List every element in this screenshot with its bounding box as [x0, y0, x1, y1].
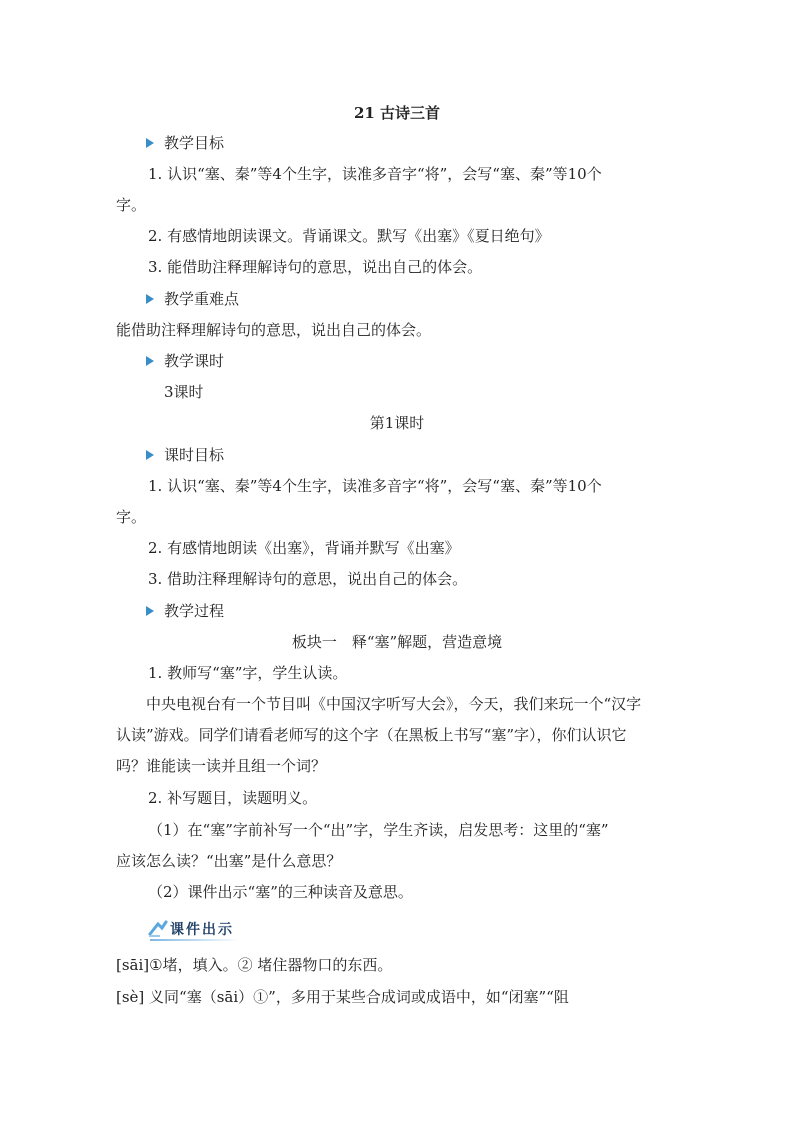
courseware-banner	[148, 917, 234, 941]
heading-teaching-goals	[146, 133, 224, 153]
sub-step-1-line-2: 应该怎么读？“出塞”是什么意思？	[116, 852, 342, 870]
paragraph-1-line-2: 认读”游戏。同学们请看老师写的这个字（在黑板上书写“塞”字），你们认识它	[116, 726, 627, 744]
step-2: 2. 补写题目，读题明义。	[148, 789, 318, 807]
heading-lesson-goals	[146, 445, 224, 465]
pronunciation-1: [sāi]①堵，填入。② 堵住器物口的东西。	[116, 956, 393, 974]
triangle-right-icon	[146, 450, 154, 460]
paragraph-1-line-3: 吗？谁能读一读并且组一个词？	[116, 757, 327, 775]
heading-label: 课时目标	[164, 446, 225, 464]
lesson-title: 第1课时	[369, 414, 425, 432]
triangle-right-icon	[146, 606, 154, 616]
goal-2: 2. 有感情地朗读课文。背诵课文。默写《出塞》《夏日绝句》	[148, 227, 550, 245]
courseware-underline	[150, 939, 240, 941]
sub-step-2: （2）课件出示“塞”的三种读音及意思。	[148, 883, 413, 901]
goal-1-line-2: 字。	[116, 196, 147, 214]
pronunciation-2: [sè] 义同“塞（sāi）①”，多用于某些合成词或成语中，如“闭塞”“阻	[116, 988, 569, 1006]
triangle-right-icon	[146, 356, 154, 366]
heading-class-hours	[146, 351, 224, 371]
lesson-goal-1-line-1: 1. 认识“塞、秦”等4个生字，读准多音字“将”，会写“塞、秦”等10个	[148, 477, 602, 495]
triangle-right-icon	[146, 294, 154, 304]
key-points-text: 能借助注释理解诗句的意思，说出自己的体会。	[116, 321, 432, 339]
block-1-title: 板块一 释“塞”解题，营造意境	[291, 633, 503, 651]
heading-label: 教学过程	[164, 602, 225, 620]
courseware-label: 课件出示	[170, 922, 234, 938]
heading-label: 教学课时	[164, 352, 225, 370]
goal-1-line-1: 1. 认识“塞、秦”等4个生字，读准多音字“将”，会写“塞、秦”等10个	[148, 165, 602, 183]
heading-label: 教学重难点	[164, 290, 240, 308]
class-hours-text: 3课时	[164, 383, 204, 401]
heading-label: 教学目标	[164, 134, 225, 152]
lesson-goal-3: 3. 借助注释理解诗句的意思，说出自己的体会。	[148, 570, 468, 588]
triangle-right-icon	[146, 138, 154, 148]
step-1: 1. 教师写“塞”字，学生认读。	[148, 664, 348, 682]
courseware-icon	[148, 920, 168, 938]
sub-step-1-line-1: （1）在“塞”字前补写一个“出”字，学生齐读，启发思考：这里的“塞”	[148, 821, 609, 839]
lesson-goal-2: 2. 有感情地朗读《出塞》，背诵并默写《出塞》	[148, 539, 460, 557]
page-title: 21 古诗三首	[353, 104, 441, 122]
goal-3: 3. 能借助注释理解诗句的意思，说出自己的体会。	[148, 258, 483, 276]
heading-key-points	[146, 289, 239, 309]
paragraph-1-line-1: 中央电视台有一个节目叫《中国汉字听写大会》，今天，我们来玩一个“汉字	[146, 695, 642, 713]
heading-teaching-process	[146, 601, 224, 621]
lesson-goal-1-line-2: 字。	[116, 508, 147, 526]
